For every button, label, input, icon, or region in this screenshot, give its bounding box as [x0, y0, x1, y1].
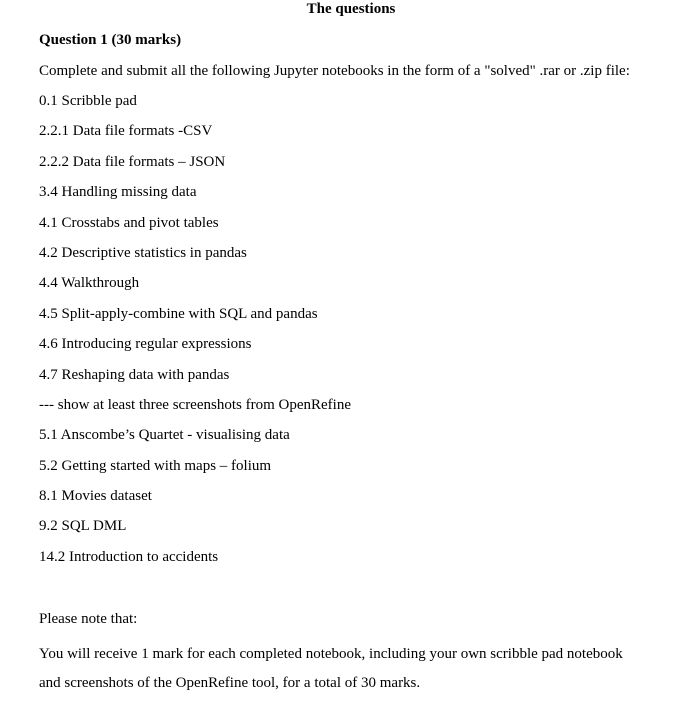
notebook-item: 9.2 SQL DML [39, 518, 127, 535]
notebook-item: 2.2.1 Data file formats -CSV [39, 123, 213, 140]
notebook-item: --- show at least three screenshots from OpenRefine [39, 396, 351, 413]
notebook-item: 4.6 Introducing regular expressions [39, 336, 252, 353]
notebook-item: 4.1 Crosstabs and pivot tables [39, 214, 219, 231]
notebook-item: 0.1 Scribble pad [39, 93, 137, 109]
document-title: The questions [306, 1, 396, 17]
notebook-item: 3.4 Handling missing data [39, 184, 197, 201]
note-body: You will receive 1 mark for each completed notebook, including your own scribble pad notebook and screenshots of the OpenRefine tool, for a total of 30 marks. [39, 646, 623, 691]
notebook-item: 4.7 Reshaping data with pandas [39, 366, 230, 383]
notebook-item: 5.2 Getting started with maps – folium [39, 457, 272, 474]
notebook-list [39, 92, 351, 578]
note-label: Please note that: [39, 611, 138, 627]
notebook-item: 2.2.2 Data file formats – JSON [39, 153, 226, 170]
notebook-item: 4.5 Split-apply-combine with SQL and pandas [39, 305, 318, 322]
question-heading: Question 1 (30 marks) [39, 32, 182, 48]
notebook-item: 8.1 Movies dataset [39, 488, 152, 505]
notebook-item: 4.4 Walkthrough [39, 275, 140, 292]
notebook-item: 14.2 Introduction to accidents [39, 548, 219, 565]
notebook-item: 4.2 Descriptive statistics in pandas [39, 244, 247, 261]
notebook-item: 5.1 Anscombe’s Quartet - visualising data [39, 427, 290, 444]
question-intro: Complete and submit all the following Jupyter notebooks in the form of a "solved" .rar or .zip file: [39, 63, 630, 79]
